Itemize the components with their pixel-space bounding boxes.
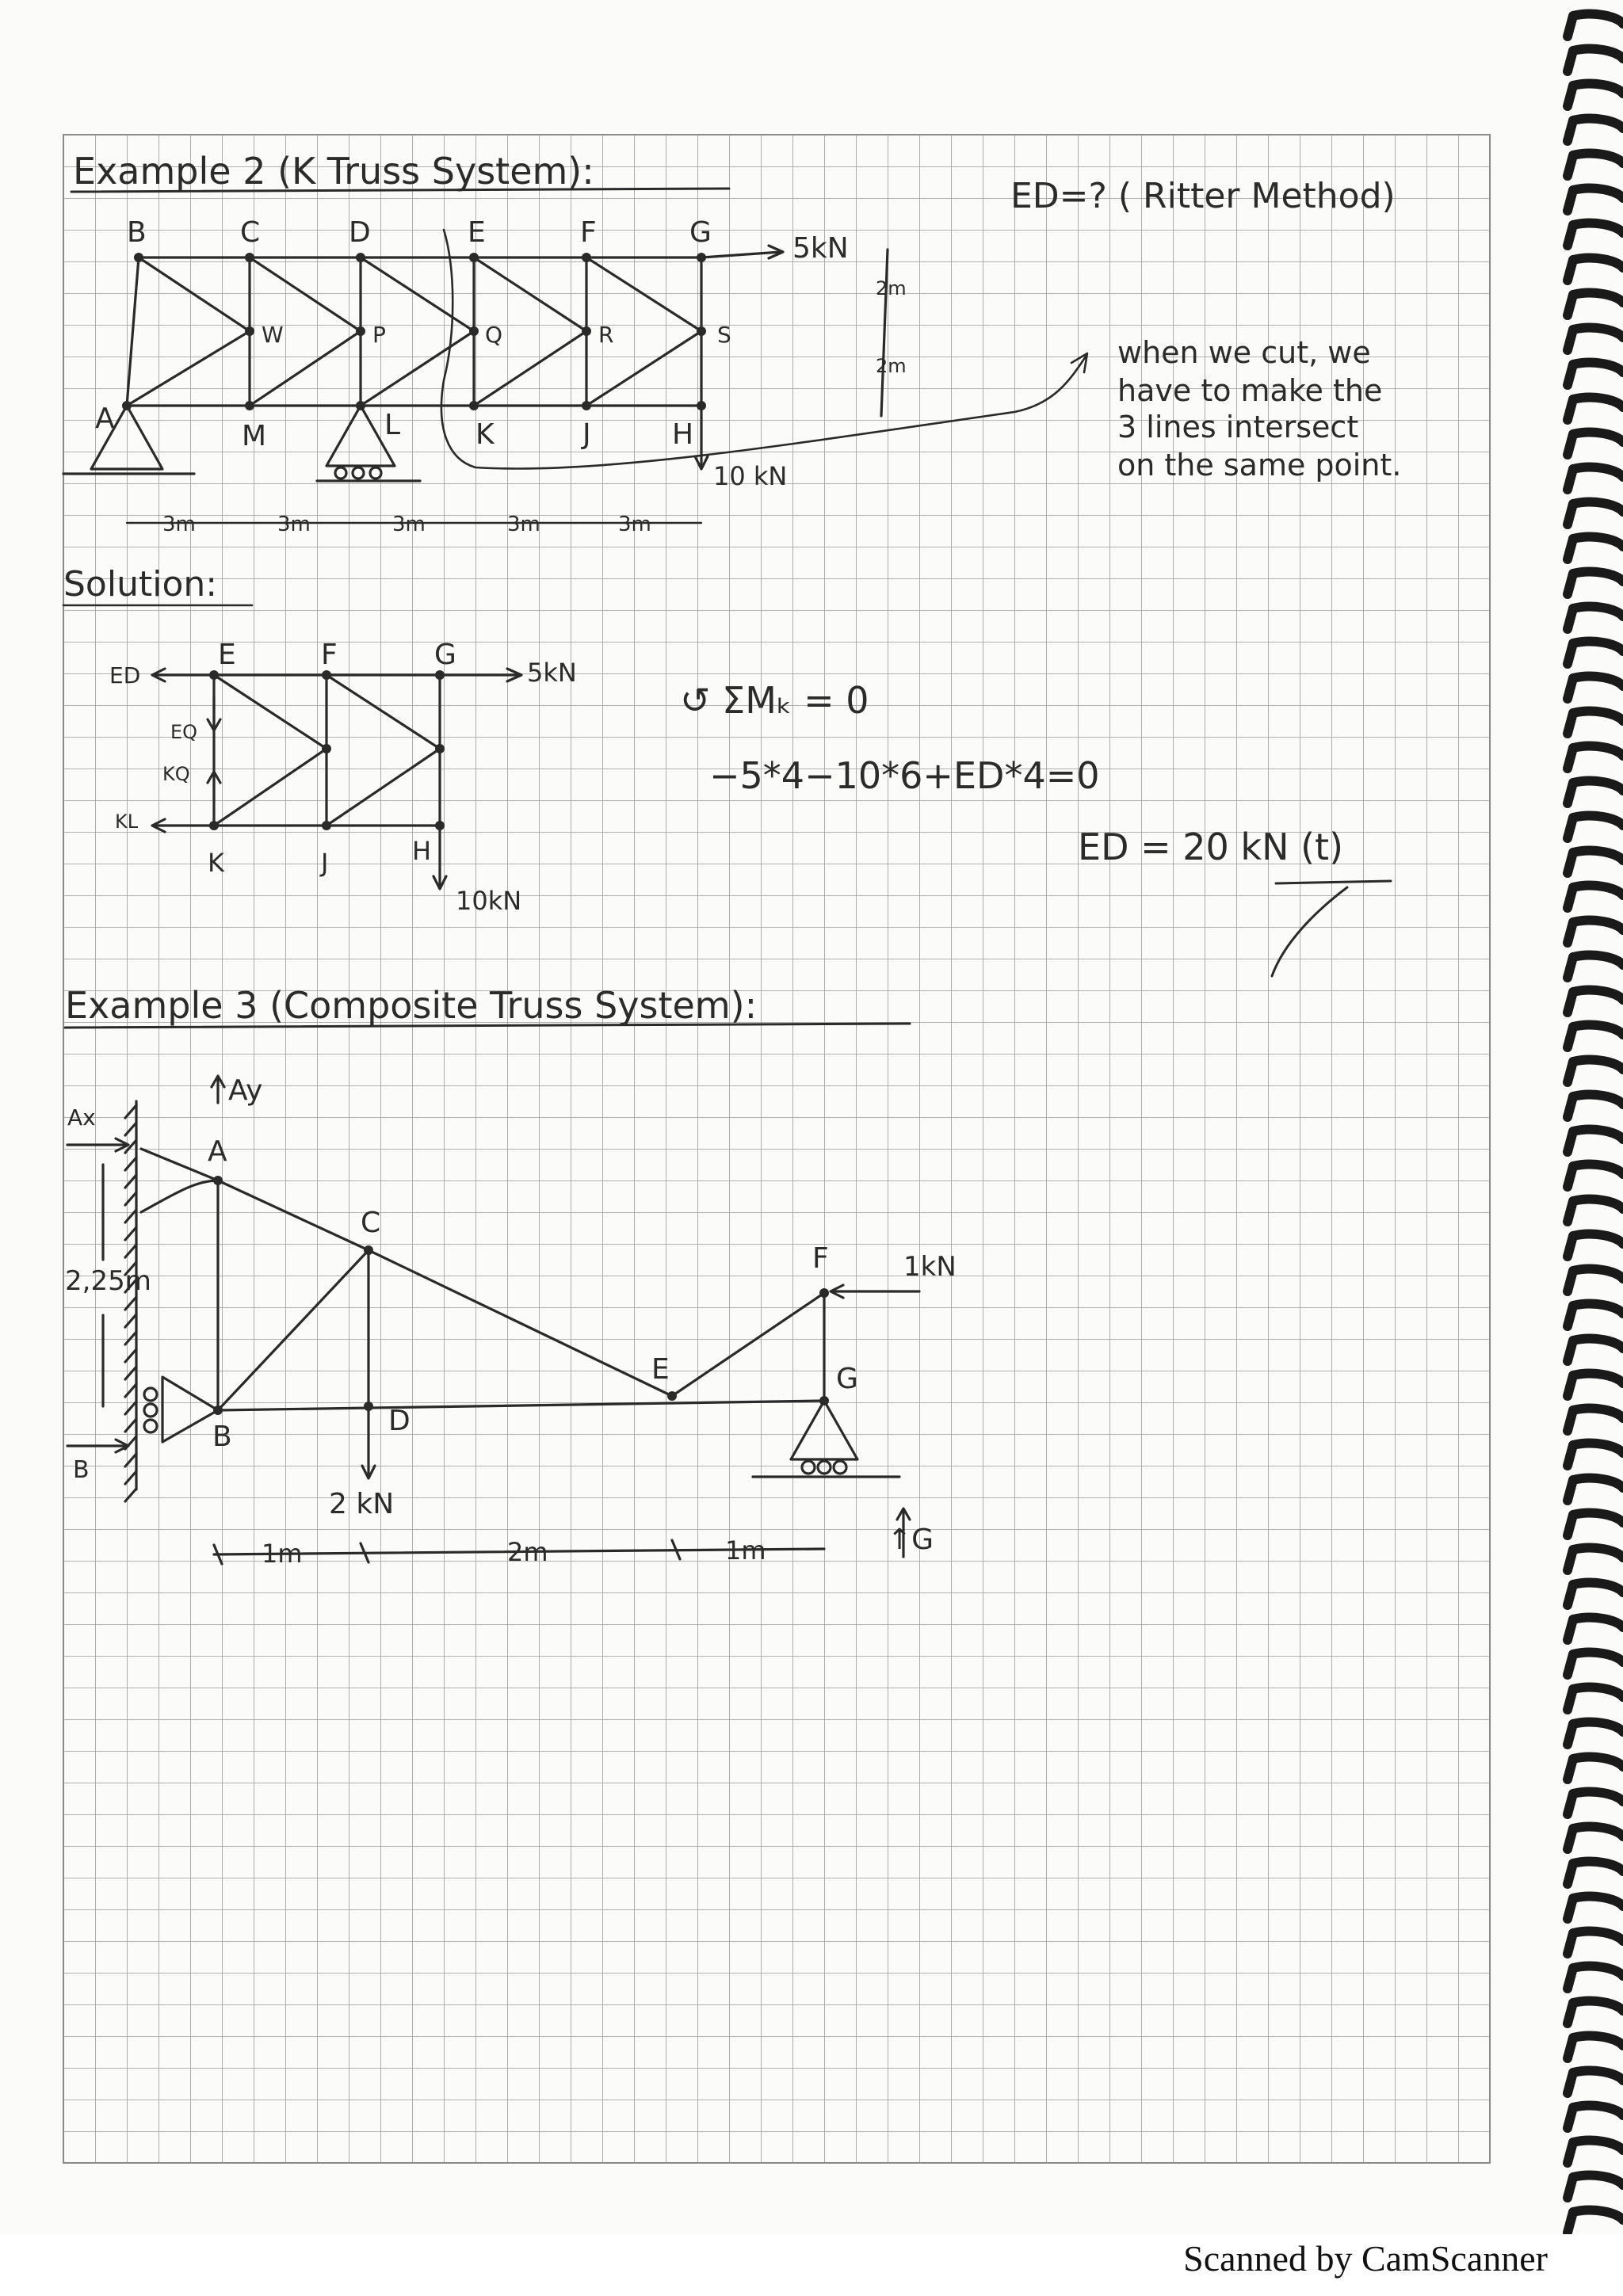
node-l: L (384, 409, 401, 441)
joint-dot (322, 670, 331, 680)
fbd-node-h: H (412, 836, 432, 866)
fbd-node-g: G (434, 639, 456, 671)
node-f: F (580, 216, 597, 249)
joint-dot (697, 401, 706, 410)
node-h: H (672, 418, 694, 451)
scanner-footer (0, 2234, 1623, 2296)
fbd-node-f: F (321, 639, 338, 671)
joint-dot (356, 253, 365, 262)
scanner-watermark-text: Scanned by CamScanner (1183, 2238, 1548, 2279)
height-dim-2: 2m (876, 355, 907, 377)
joint-dot (582, 326, 591, 336)
joint-dot (435, 821, 445, 830)
example3-title: Example 3 (Composite Truss System): (65, 984, 758, 1027)
span-dim-1: 3m (162, 513, 196, 536)
span-2m: 2m (507, 1537, 548, 1567)
fbd-load-10kn: 10kN (456, 886, 522, 916)
reaction-ax: Ax (67, 1104, 96, 1131)
joint-dot (364, 1402, 373, 1411)
node-d: D (349, 216, 371, 249)
joint-dot (356, 401, 365, 410)
joint-dot (209, 821, 219, 830)
node-m: M (242, 420, 267, 452)
joint-dot (122, 401, 132, 410)
ex3-node-c: C (361, 1207, 381, 1239)
node-g: G (689, 216, 712, 249)
joint-dot (697, 326, 706, 336)
joint-dot (245, 253, 254, 262)
span-1m-left: 1m (262, 1539, 303, 1569)
note-line-1: when we cut, we (1117, 335, 1371, 370)
ex3-node-d: D (388, 1405, 411, 1437)
joint-dot (469, 326, 479, 336)
joint-dot (356, 326, 365, 336)
span-1m-right: 1m (725, 1535, 766, 1566)
joint-dot (667, 1391, 677, 1401)
ex3-node-b: B (212, 1421, 232, 1453)
fbd-load-5kn: 5kN (527, 658, 577, 688)
span-dim-4: 3m (507, 513, 540, 536)
node-j: J (582, 418, 591, 451)
note-line-3: 3 lines intersect (1117, 410, 1359, 444)
reaction-b: B (73, 1456, 90, 1484)
node-b: B (127, 216, 147, 249)
load-2kn-label: 2 kN (329, 1488, 395, 1520)
reaction-g: ↑G (888, 1524, 934, 1556)
joint-dot (582, 253, 591, 262)
node-w: W (262, 322, 284, 348)
load-5kn-label: 5kN (792, 232, 849, 265)
reaction-ay: Ay (228, 1074, 263, 1107)
joint-dot (469, 401, 479, 410)
joint-dot (245, 326, 254, 336)
ex3-node-f: F (812, 1242, 829, 1275)
equation-moment-sum: ↺ ΣMₖ = 0 (680, 679, 869, 722)
joint-dot (209, 670, 219, 680)
joint-dot (322, 821, 331, 830)
height-dim-225: 2,25m (65, 1265, 151, 1297)
force-kl-label: KL (115, 810, 139, 833)
joint-dot (435, 670, 445, 680)
span-dim-3: 3m (392, 513, 426, 536)
ex3-node-a: A (208, 1135, 227, 1168)
span-dim-2: 3m (277, 513, 311, 536)
node-a: A (95, 402, 115, 435)
joint-dot (582, 401, 591, 410)
equation-substituted: −5*4−10*6+ED*4=0 (709, 754, 1100, 797)
joint-dot (213, 1405, 223, 1415)
node-c: C (240, 216, 261, 249)
fbd-node-j: J (321, 848, 329, 878)
example2-question: ED=? ( Ritter Method) (1010, 176, 1396, 216)
joint-dot (697, 253, 706, 262)
node-s: S (717, 322, 731, 348)
joint-dot (819, 1396, 829, 1405)
fbd-node-e: E (218, 639, 236, 671)
load-1kn-label: 1kN (903, 1251, 957, 1283)
node-r: R (598, 322, 614, 348)
force-eq-label: EQ (170, 721, 198, 743)
example2-title: Example 2 (K Truss System): (73, 150, 594, 193)
joint-dot (469, 253, 479, 262)
joint-dot (213, 1176, 223, 1185)
joint-dot (245, 401, 254, 410)
load-10kn-label: 10 kN (713, 461, 788, 491)
ex3-node-e: E (651, 1353, 670, 1386)
node-p: P (372, 322, 386, 348)
node-q: Q (485, 322, 503, 348)
force-kq-label: KQ (162, 763, 190, 785)
height-dim-1: 2m (876, 277, 907, 299)
joint-dot (435, 744, 445, 753)
note-line-2: have to make the (1117, 373, 1383, 408)
force-ed-label: ED (109, 662, 141, 688)
span-dim-5: 3m (618, 513, 651, 536)
joint-dot (364, 1245, 373, 1255)
joint-dot (134, 253, 143, 262)
node-k: K (475, 418, 495, 451)
joint-dot (322, 744, 331, 753)
note-line-4: on the same point. (1117, 448, 1402, 482)
equation-result: ED = 20 kN (t) (1078, 826, 1344, 868)
node-e: E (468, 216, 486, 249)
ex3-node-g: G (836, 1363, 858, 1395)
solution-heading: Solution: (63, 564, 218, 605)
fbd-node-k: K (208, 848, 224, 878)
joint-dot (819, 1288, 829, 1298)
